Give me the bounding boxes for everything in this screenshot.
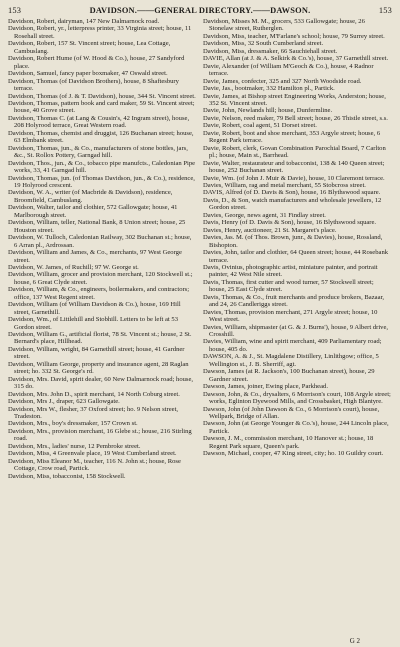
directory-entry: Davie, Robert, clerk, Govan Combination Parochial Board, 7 Carlton pl.; house, Main st., Barrhead. <box>203 144 386 160</box>
directory-entry: Davidson, W. James, of Ruchill; 97 W. George st. <box>8 263 139 271</box>
directory-entry: Davidson, Miss, tobacconist, 158 Stockwell. <box>8 472 126 480</box>
directory-entry: Dawson, James, joiner, Ewing place, Parkhead. <box>203 383 328 391</box>
directory-entry: Dawson, James (at R. Jackson's, 100 Buchanan street), house, 29 Gardner street. <box>203 368 375 383</box>
directory-entry: Davidson, Thomas C. (at Lang & Cousin's, 42 Ingram street), house, 208 Holyrood terrace, Great Western road. <box>8 114 190 130</box>
page-header <box>8 6 392 17</box>
directory-entry: Davidson, Wm., of Littlehill and Stobhill. Letters to be left at 53 Gordon street. <box>8 316 179 331</box>
page-number-right: 153 <box>378 6 392 15</box>
directory-entry: Davie, Wm. (of John J. Muir & Davie), house, 10 Claremont terrace. <box>203 174 385 182</box>
directory-entry: Davies, George, news agent, 31 Findlay street. <box>203 211 326 219</box>
directory-entry: Davidson, William George, property and insurance agent, 28 Raglan street; ho. 332 St. George's rd. <box>8 360 189 376</box>
directory-entry: Davidson, Samuel, fancy paper boxmaker, 47 Oswald street. <box>8 70 168 78</box>
directory-entry: Dawson, John (of John Dawson & Co., 6 Morrison's court), house, Wellpark, Bridge of Allan. <box>203 405 380 421</box>
directory-entry: Davidson, William, teller, National Bank, 8 Union street; house, 25 Houston street. <box>8 219 186 234</box>
directory-entry: Dawson, J. M., commission merchant, 10 Hanover st.; house, 18 Regent Park square, Queen's park. <box>203 435 374 450</box>
directory-entry: Davidson, Miss, 32 South Cumberland street. <box>203 40 324 48</box>
directory-entry: Davidson, Walter, tailor and clothier, 572 Gallowgate; house, 41 Marlborough street. <box>8 204 178 219</box>
directory-entry: Davidson, Miss, 4 Greenvale place, 19 West Cumberland street. <box>8 450 177 458</box>
directory-entry: Davie, John, Newlands hill; house, Dunfermline. <box>203 107 333 115</box>
directory-entry: Davidson, William G., artificial florist, 78 St. Vincent st.; house, 2 St. Bernard's place, Hillhead. <box>8 331 192 346</box>
printer-signature: G 2 <box>349 637 360 645</box>
directory-entry: Dawson, John (at George Younger & Co.'s), house, 244 Lincoln place, Partick. <box>203 420 389 435</box>
directory-entry: Davie, Robert, boot and shoe merchant, 353 Argyle street; house, 6 Regent Park terrace. <box>203 129 381 145</box>
directory-entry: Davidson, W. Tulloch, Caledonian Railway, 302 Buchanan st.; house, 6 Arran pl., Ardrossan. <box>8 234 192 249</box>
directory-entry: Davis, Thomas, & Co., fruit merchants and produce brokers, Bazaar, and 24, 26 Candleriggs street. <box>203 293 385 309</box>
directory-entry: Davidson, Thomas (of J. & T. Davidson), house, 344 St. Vincent street. <box>8 92 196 100</box>
directory-entry: Davie, Walter, restaurateur and tobacconist, 138 & 140 Queen street; house, 252 Buchanan street. <box>203 159 385 175</box>
directory-entry: Davis, Henry (of D. Davis & Son), house, 16 Blythswood square. <box>203 219 377 227</box>
directory-entry: Davies, William, rag and metal merchant, 55 Stobcross street. <box>203 181 366 189</box>
directory-entry: Davie, Robert, coal agent, 51 Dorset street. <box>203 122 317 130</box>
directory-entry: Davis, Thomas, first cutter and wood turner, 57 Stockwell street; house, 25 East Clyde street. <box>203 278 374 294</box>
directory-entry: Davie, Alexander (of William M'Geoch & Co.), house, 4 Radnor terrace. <box>203 62 374 78</box>
directory-entry: Davies, William, wine and spirit merchant, 409 Parliamentary road; house, 405 do. <box>203 338 382 353</box>
directory-entry: Davidson, Thomas, pattern book and card maker, 59 St. Vincent street; house, 40 Grove street. <box>8 99 195 115</box>
directory-entry: Davidson, Mrs J., draper, 623 Gallowgate. <box>8 398 120 406</box>
directory-entry: Davie, James, confecter, 325 and 327 North Woodside road. <box>203 77 362 85</box>
directory-entry: Davidson, Miss Eleanor M., teacher, 116 N. John st.; house, Rose Cottage, Crow road, Partick. <box>8 457 181 473</box>
directory-entry: Davies, William, shipmaster (at G. & J. Burns'), house, 9 Albert drive, Crosshill. <box>203 323 389 339</box>
directory-entry: Dawson, John, & Co., drysalters, 6 Morrison's court, 108 Argyle street; works, Eglinton Dyewood Mills, and Crossbasket, High Blantyre. <box>203 390 391 406</box>
left-column <box>8 18 196 480</box>
directory-entry: Davidson, Robert Hume (of W. Hood & Co.), house, 27 Sandyford place. <box>8 55 185 70</box>
directory-entry: Davies, John, tailor and clothier, 64 Queen street; house, 44 Rosebank terrace. <box>203 249 389 264</box>
directory-entry: Davidson, Mrs., boy's dressmaker, 157 Crown st. <box>8 420 138 428</box>
directory-entry: Davidson, Robert, 157 St. Vincent street; house, Lea Cottage, Cambuslang. <box>8 40 171 55</box>
directory-entry: DAWSON, A. & J., St. Magdalene Distillery, Linlithgow; office, 5 Wellington st., J. B. Sherriff, agt. <box>203 353 379 368</box>
directory-entry: Davie, James, at Bishop street Engineering Works, Anderston; house, 352 St. Vincent street. <box>203 92 386 107</box>
directory-entry: Davidson, Robert, dairyman, 147 New Dalmarnock road. <box>8 18 160 25</box>
directory-entry: Davidson, Mrs., ladies' nurse, 12 Pembroke street. <box>8 442 141 450</box>
directory-entry: Davies, Jas. M. (of Thos. Brown, junr., & Davies), house, Rossland, Bishopton. <box>203 234 383 249</box>
directory-entry: Davidson, William and James, & Co., merchants, 97 West George street. <box>8 249 182 264</box>
directory-entry: Davidson, Miss, dressmaker, 66 Sauchiehall street. <box>203 47 338 55</box>
directory-entry: Dawson, Michael, cooper, 47 King street, city; ho. 10 Guildry court. <box>203 450 384 458</box>
directory-entry: Davidson, William (of William Davidson & Co.), house, 169 Hill street, Garnethill. <box>8 301 181 316</box>
directory-entry: Davidson, William, & Co., engineers, boilermakers, and contractors; office, 137 West Regent street. <box>8 286 190 301</box>
directory-entry: Davidson, Thomas, jun., & Co., manufacturers of stone bottles, jars, &c., St. Rollox Pottery, Garngad hill. <box>8 144 188 160</box>
directory-entry: Davidson, Mrs W., flesher, 37 Oxford street; ho. 9 Nelson street, Tradeston. <box>8 405 179 421</box>
right-column <box>203 18 391 480</box>
directory-entry: Davidson, Mrs. David, spirit dealer, 60 New Dalmarnock road; house, 315 do. <box>8 375 194 391</box>
directory-entry: DAVIS, Alfred (of D. Davis & Son), house, 16 Blythswood square. <box>203 189 381 197</box>
directory-entry: Davidson, Misses M. M., grocers, 533 Gallowgate; house, 26 Stonelaw street, Rutherglen. <box>203 18 365 33</box>
directory-columns <box>8 18 392 480</box>
directory-entry: Davidson, Mrs., provision merchant, 16 Glebe st.; house, 216 Stirling road. <box>8 427 192 443</box>
directory-entry: Davidson, W. A., writer (of Macbride & Davidson), residence, Broomfield, Cambuslang. <box>8 189 173 204</box>
directory-entry: Davidson, Thomas, chemist and druggist, 126 Buchanan street; house, 63 Elmbank street. <box>8 129 194 145</box>
directory-entry: DAVIE, Allan (at J. & A. Selkirk & Co.'s), house, 37 Garnethill street. <box>203 55 389 63</box>
page-title: DAVIDSON.——GENERAL DIRECTORY.——DAWSON. <box>89 6 311 15</box>
directory-entry: Davies, Henry, auctioneer, 21 St. Margaret's place. <box>203 226 337 234</box>
directory-entry: Davidson, Thomas, jun. (of Thomas Davidson, jun., & Co.), residence, 19 Holyrood crescent. <box>8 174 195 189</box>
directory-entry: Davidson, Thomas (of Davidson Brothers), house, 8 Shaftesbury terrace. <box>8 77 179 93</box>
directory-entry: Davie, Jas., bootmaker, 332 Hamilton pl., Partick. <box>203 85 335 93</box>
page-number-left: 153 <box>8 6 22 15</box>
directory-entry: Davies, Thomas, provision merchant, 271 Argyle street; house, 10 West street. <box>203 308 378 324</box>
directory-entry: Davidson, Mrs. John D., spirit merchant, 14 North Coburg street. <box>8 390 180 398</box>
directory-entry: Davis, D., & Son, watch manufacturers and wholesale jewellers, 12 Gordon street. <box>203 196 382 212</box>
directory-entry: Davidson, William, wright, 84 Garnethill street; house, 41 Gardner street. <box>8 345 185 361</box>
directory-entry: Davidson, Thos., jun., & Co., tobacco pipe manufcts., Caledonian Pipe works, 33, 41 Garngad hill. <box>8 159 196 175</box>
directory-entry: Davidson, Robert, yr., letterpress printer, 33 Virginia street; house, 11 Rosehall street. <box>8 25 192 40</box>
directory-entry: Davis, Ovinius, photographic artist, miniature painter, and portrait painter, 42 West Nile street. <box>203 263 378 279</box>
directory-entry: Davie, Nelson, reed maker, 79 Bell street; house, 26 Thistle street, s.s. <box>203 114 388 122</box>
directory-entry: Davidson, William, grocer and provision merchant, 120 Stockwell st.; house, 6 Great Clyde street. <box>8 271 193 286</box>
directory-entry: Davidson, Miss, teacher, M'Farlane's school; house, 79 Surrey street. <box>203 32 385 40</box>
